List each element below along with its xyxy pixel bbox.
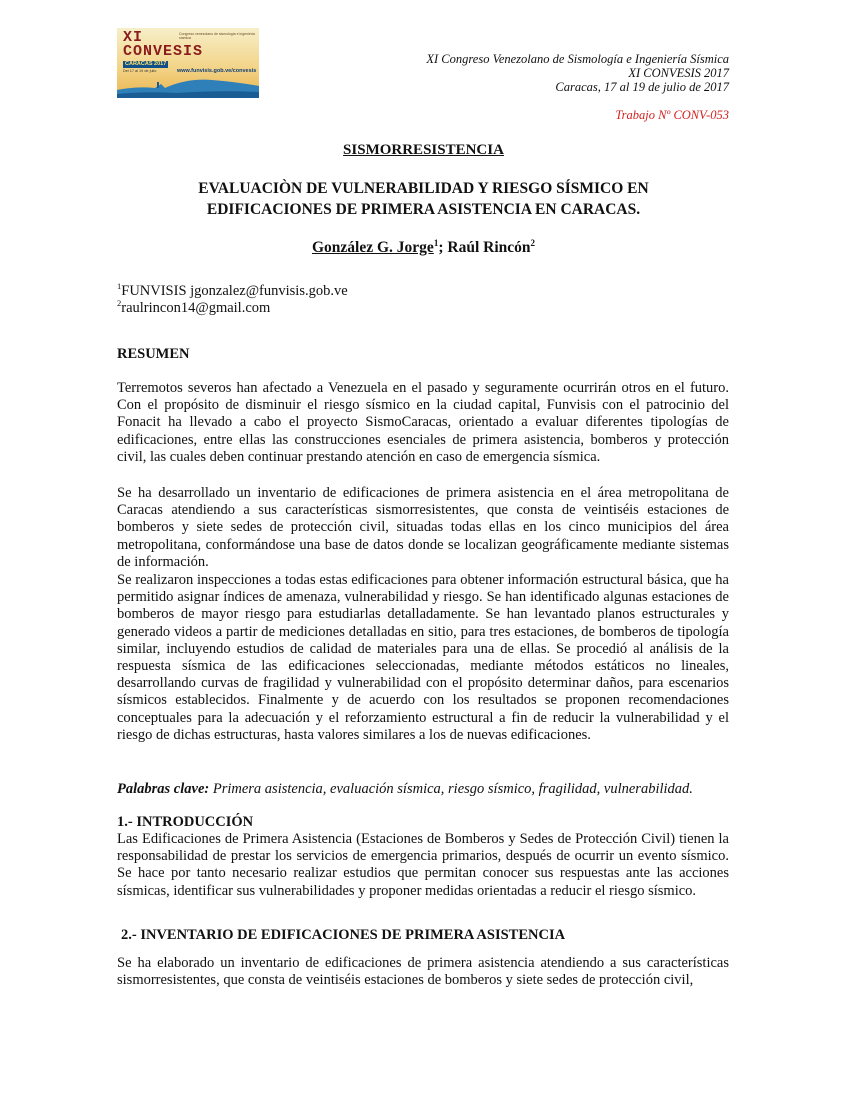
author-separator: ;: [438, 239, 448, 257]
resumen-paragraph-1: Terremotos severos han afectado a Venezuela en el pasado y seguramente ocurrirán otros en el futuro. Con el propósito de disminuir el riesgo sísmico en la ciudad capital, Funvisis con el patrocinio del Fonacit ha llevado a cabo el proyecto SismoCaracas, orientado a evaluar diferentes tipologías de edificaciones, entre ellas las construcciones esenciales de primera asistencia, bomberos y protección civil, las cuales deben continuar prestando atención en caso de emergencia sísmica.: [117, 380, 729, 465]
affiliation-2-sup: 2: [117, 298, 122, 308]
header-edition: XI CONVESIS 2017: [628, 66, 729, 80]
keywords-label: Palabras clave:: [117, 781, 210, 797]
authors: [0, 238, 847, 257]
paper-title-line2: EDIFICACIONES DE PRIMERA ASISTENCIA EN CARACAS.: [206, 201, 641, 218]
logo-city: CARACAS 2017: [125, 61, 167, 67]
header-congress: XI Congreso Venezolano de Sismología e Ingeniería Sísmica: [426, 52, 729, 66]
affiliation-2-text: raulrincon14@gmail.com: [121, 299, 271, 316]
logo-tagline: Congreso venezolano de sismología e ingeniería sísmica: [179, 32, 255, 40]
logo-dates: Del 17 al 19 de julio: [123, 69, 157, 73]
affiliation-2: [117, 295, 270, 316]
inventario-paragraph: Se ha elaborado un inventario de edificaciones de primera asistencia atendiendo a sus características sismorresistentes, que consta de veintiséis estaciones de bomberos y siete sedes de protección civil,: [117, 955, 729, 989]
author-1-sup: 1: [433, 238, 439, 248]
convesis-logo: [117, 28, 259, 98]
keywords-text: Primera asistencia, evaluación sísmica, riesgo sísmico, fragilidad, vulnerabilidad.: [209, 781, 693, 797]
logo-line1: XI: [123, 29, 144, 46]
header-date: Caracas, 17 al 19 de julio de 2017: [555, 80, 729, 94]
section-title: SISMORRESISTENCIA: [343, 142, 504, 158]
author-2-sup: 2: [530, 238, 535, 248]
header-trabajo: Trabajo Nº CONV-053: [615, 108, 729, 122]
inventario-heading: 2.- INVENTARIO DE EDIFICACIONES DE PRIMERA ASISTENCIA: [121, 927, 566, 943]
author-1: González G. Jorge: [312, 239, 434, 257]
intro-heading: 1.- INTRODUCCIÓN: [117, 814, 254, 830]
affiliation-1-text: FUNVISIS jgonzalez@funvisis.gob.ve: [121, 282, 348, 299]
logo-url: www.funvisis.gob.ve/convesis: [177, 68, 257, 74]
resumen-heading: RESUMEN: [117, 346, 190, 362]
keywords: [117, 781, 757, 798]
paper-title-line1: EVALUACIÒN DE VULNERABILIDAD Y RIESGO SÍSMICO EN: [198, 180, 649, 197]
intro-paragraph: Las Edificaciones de Primera Asistencia (Estaciones de Bomberos y Sedes de Protección Civil) tienen la responsabilidad de prestar los servicios de emergencia primarios, después de ocurrir un evento sísmico. Se hace por tanto necesario realizar estudios que permitan conocer sus respuestas ante las acciones sísmicas, identificar sus vulnerabilidades y proponer medidas orientadas a reducir el riesgo sísmico.: [117, 831, 729, 899]
paper-title: [0, 178, 847, 220]
logo-line2: CONVESIS: [123, 43, 204, 60]
mountain-icon: [117, 72, 259, 98]
affiliation-1-sup: 1: [117, 281, 122, 291]
resumen-paragraph-3: Se realizaron inspecciones a todas estas edificaciones para obtener información estructural básica, que ha permitido asignar índices de amenaza, vulnerabilidad y riesgo. Se han identificado algunas estaciones de bomberos de mayor riesgo para estudiarlas detalladamente. Se han levantado planos estructurales y generado videos a partir de mediciones detalladas en sitio, para tres estaciones, de bomberos de tipología similar, incluyendo estudios de calidad de materiales para una de ellas. Se procedió al análisis de la respuesta sísmica de las edificaciones seleccionadas, mediante métodos estáticos no lineales, desarrollando curvas de fragilidad y vulnerabilidad con el propósito determinar daños, para escenarios sísmicos establecidos. Finalmente y de acuerdo con los resultados se proponen recomendaciones conceptuales para la adecuación y el reforzamiento estructural a fin de reducir la vulnerabilidad y el riesgo de dichas estructuras, hasta valores similares a los de nuevas edificaciones.: [117, 572, 729, 743]
author-2: Raúl Rincón: [447, 239, 531, 257]
resumen-paragraph-2: Se ha desarrollado un inventario de edificaciones de primera asistencia en el área metropolitana de Caracas atendiendo a sus características sismorresistentes, que consta de veintiséis estaciones de bomberos y siete sedes de protección civil, situadas todas ellas en los cinco municipios del área metropolitana, conformándose una base de datos donde se localizan geográficamente mediante sistemas de información.: [117, 485, 729, 570]
